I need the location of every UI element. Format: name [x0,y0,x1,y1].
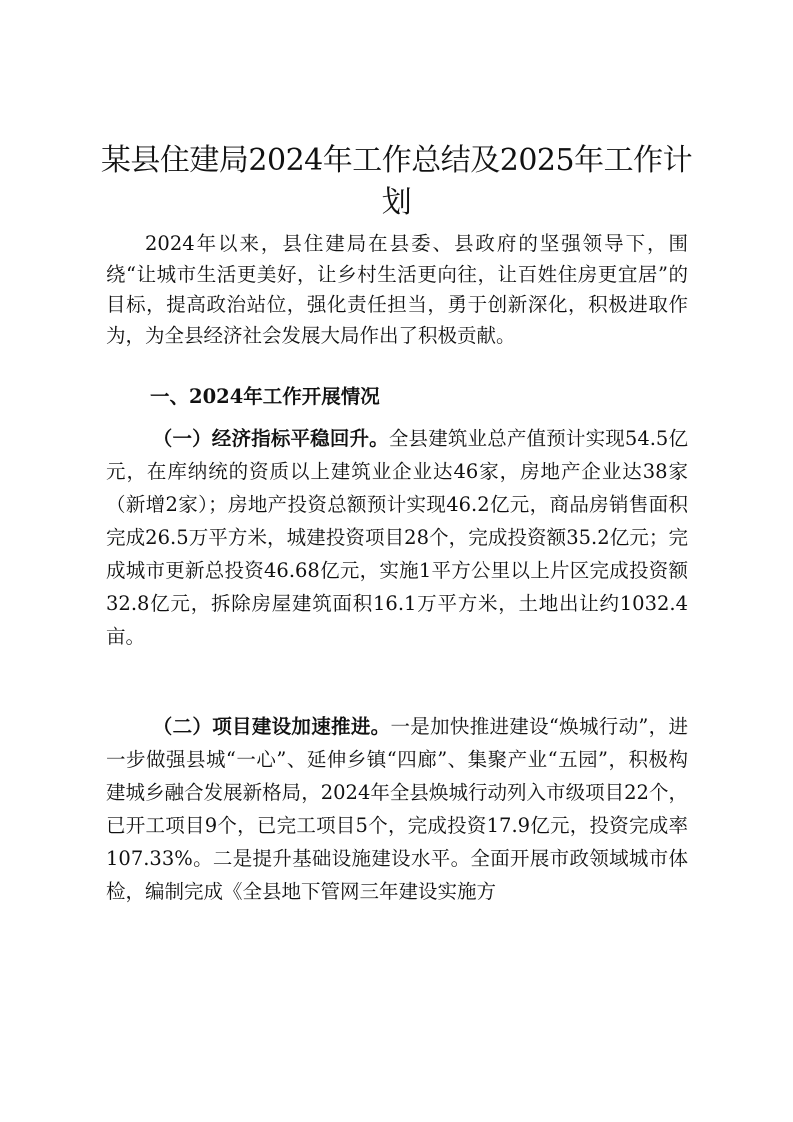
intro-paragraph: 2024年以来，县住建局在县委、县政府的坚强领导下，围绕“让城市生活更美好，让乡村生活更向往，让百姓住房更宜居”的目标，提高政治站位，强化责任担当，勇于创新深化，积极进取作为，为全县经济社会发展大局作出了积极贡献。 [106,232,688,347]
section-1-paragraph [106,422,688,653]
section-heading: 一、2024年工作开展情况 [150,385,380,408]
intro-paragraph-block [106,229,688,351]
section-2-text: 一是加快推进建设“焕城行动”，进一步做强县城“一心”、延伸乡镇“四廊”、集聚产业“五园”，积极构建城乡融合发展新格局，2024年全县焕城行动列入市级项目22个，已开工项目9个，已完工项目5个，完成投资17.9亿元，投资完成率107.33%。二是提升基础设施建设水平。全面开展市政领域城市体检，编制完成《全县地下管网三年建设实施方 [106,715,688,903]
document-title: 某县住建局2024年工作总结及2025年工作计划 [100,143,693,220]
section-2-lead: （二）项目建设加速推进。 [152,715,391,738]
section-2-paragraph [106,710,688,908]
section-2 [106,710,688,908]
section-1-text: 全县建筑业总产值预计实现54.5亿元，在库纳统的资质以上建筑业企业达46家，房地产企业达38家（新增2家）；房地产投资总额预计实现46.2亿元，商品房销售面积完成26.5万平方米，城建投资项目28个，完成投资额35.2亿元；完成城市更新总投资46.68亿元，实施1平方公里以上片区完成投资额32.8亿元，拆除房屋建筑面积16.1万平方米，土地出让约1032.4亩。 [106,427,688,648]
section-1-lead: （一）经济指标平稳回升。 [152,427,389,450]
section-1 [106,422,688,653]
